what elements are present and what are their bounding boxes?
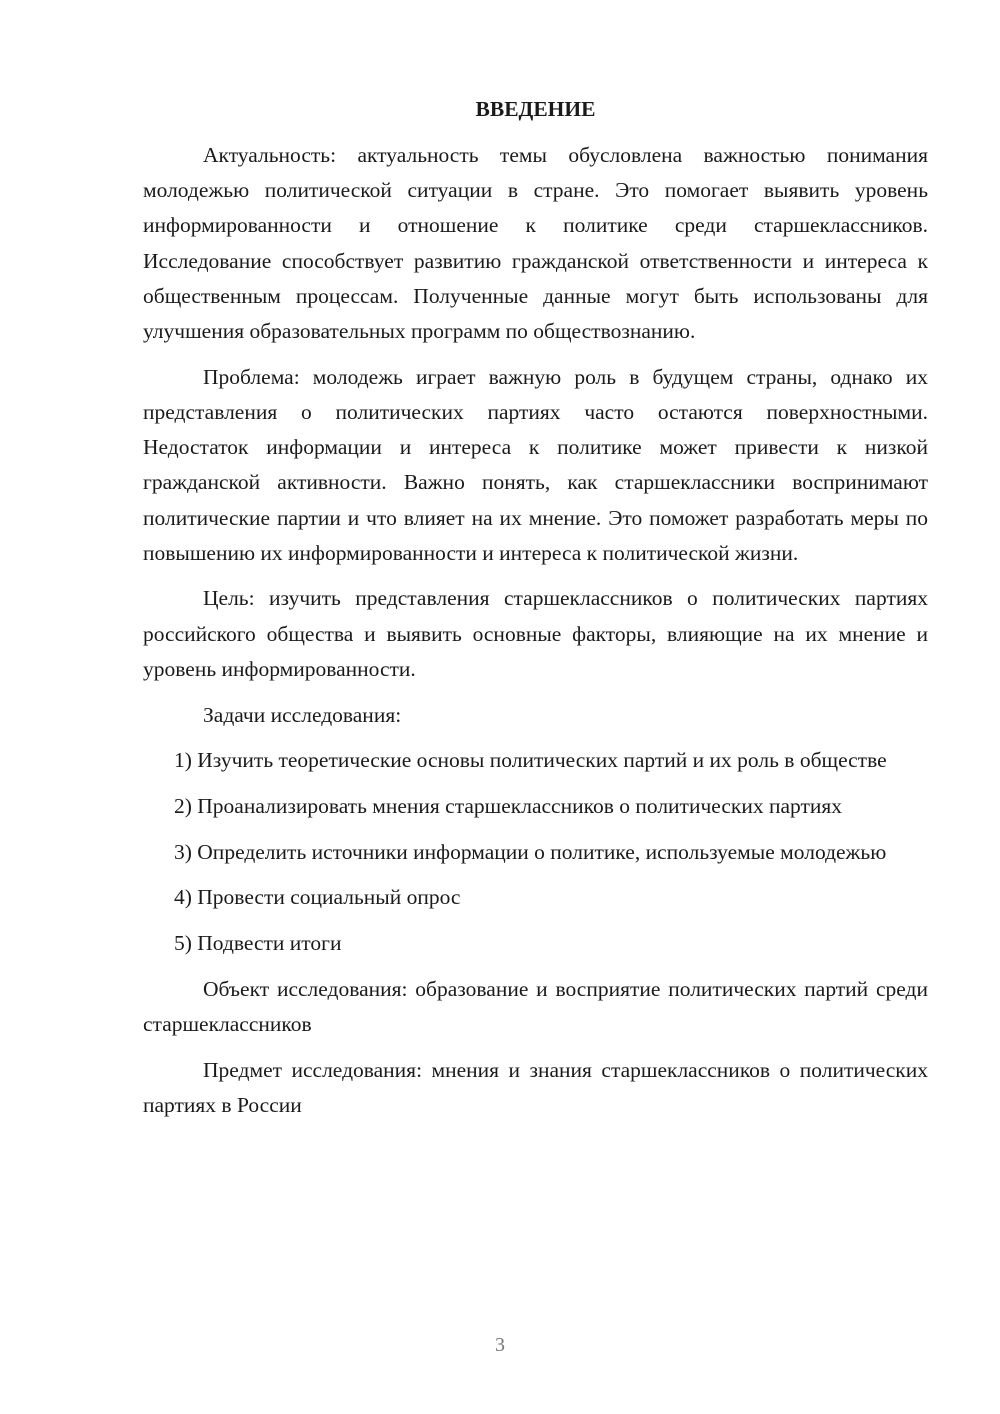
section-title: ВВЕДЕНИЕ [475, 97, 596, 121]
task-item-5: 5) Подвести итоги [174, 931, 342, 956]
task-item-1: 1) Изучить теоретические основы политических партий и их роль в обществе [174, 748, 887, 773]
goal-paragraph: Цель: изучить представления старшеклассников о политических партиях российского общества и выявить основные факторы, влияющие на их мнение и уровень информированности. [143, 586, 928, 681]
task-item-3: 3) Определить источники информации о политике, используемые молодежью [174, 839, 887, 864]
relevance-paragraph: Актуальность: актуальность темы обусловлена важностью понимания молодежью политической ситуации в стране. Это помогает выявить уровень информированности и отношение к политике среди старшеклассников. Исследование способствует развитию гражданской ответственности и интереса к общественным процессам. Полученные данные могут быть использованы для улучшения образовательных программ по обществознанию. [143, 143, 928, 344]
subject-paragraph: Предмет исследования: мнения и знания старшеклассников о политических партиях в России [143, 1057, 928, 1117]
document-page [143, 92, 928, 1134]
tasks-heading: Задачи исследования: [203, 702, 402, 727]
problem-paragraph: Проблема: молодежь играет важную роль в будущем страны, однако их представления о политических партиях часто остаются поверхностными. Недостаток информации и интереса к политике может привести к низкой гражданской активности. Важно понять, как старшеклассники воспринимают политические партии и что влияет на их мнение. Это поможет разработать меры по повышению их информированности и интереса к политической жизни. [143, 364, 928, 565]
object-paragraph: Объект исследования: образование и восприятие политических партий среди старшеклассников [143, 976, 928, 1036]
page-number: 3 [495, 1334, 505, 1356]
task-item-4: 4) Провести социальный опрос [174, 885, 461, 910]
task-item-2: 2) Проанализировать мнения старшеклассников о политических партиях [174, 793, 843, 818]
tasks-list [143, 743, 928, 961]
